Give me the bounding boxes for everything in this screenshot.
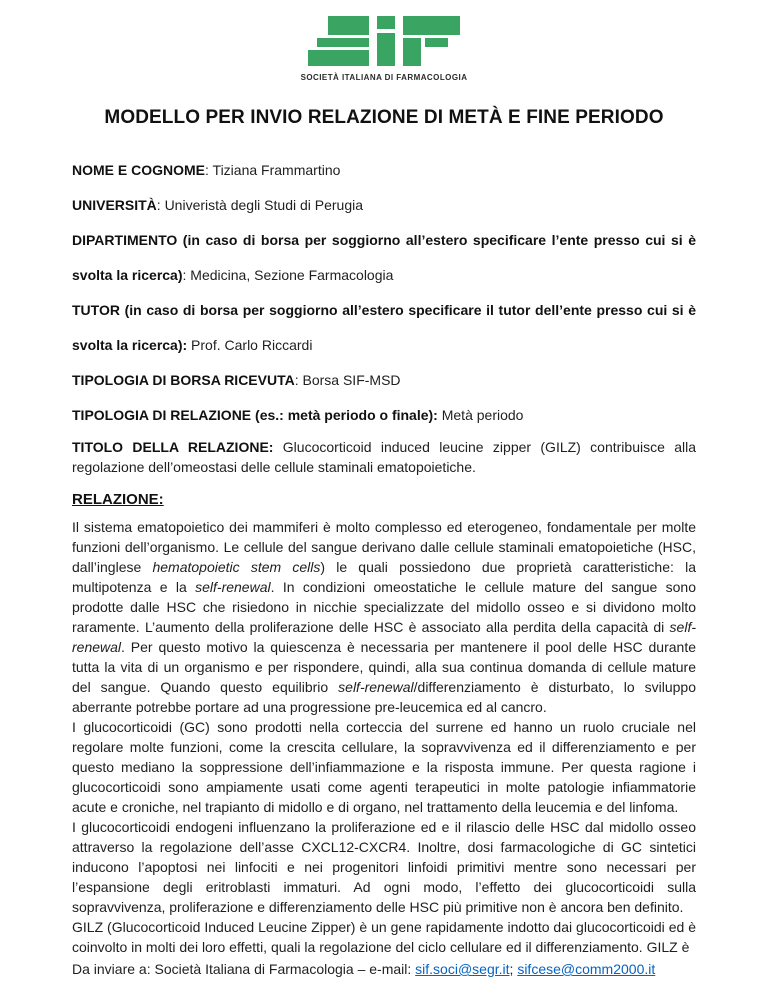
field-titolo-relazione xyxy=(72,437,696,477)
logo-subtitle: SOCIETÀ ITALIANA DI FARMACOLOGIA xyxy=(300,73,468,82)
field-value: Prof. Carlo Riccardi xyxy=(187,337,313,353)
form-fields xyxy=(72,153,696,477)
email-link-1[interactable]: sif.soci@segr.it xyxy=(415,961,510,977)
field-tipologia-borsa xyxy=(72,363,696,398)
sif-logo-icon xyxy=(308,16,460,66)
footer-prefix: Da inviare a: Società Italiana di Farmacologia – e-mail: xyxy=(72,961,416,977)
footer-separator: ; xyxy=(509,961,518,977)
paragraph-text: . In condizioni omeostatiche le cellule mature del sangue sono prodotte dalle HSC che risiedono in nicchie specializzate del midollo osseo e si dividono molto raramente. L’aumento della proliferazione delle HSC è associato alla perdita della capacità di xyxy=(72,579,697,635)
field-dipartimento xyxy=(72,223,696,293)
section-heading-relazione: RELAZIONE: xyxy=(72,491,164,508)
report-body xyxy=(72,517,696,957)
sif-logo xyxy=(72,16,696,82)
field-value: Metà periodo xyxy=(437,407,524,423)
paragraph-text: /differenziamento è disturbato, lo sviluppo aberrante potrebbe portare ad una progressione pre-leucemica ed al cancro. xyxy=(72,679,697,715)
field-label: TIPOLOGIA DI BORSA RICEVUTA xyxy=(72,372,295,388)
field-value: : Medicina, Sezione Farmacologia xyxy=(182,267,394,283)
paragraph-text: ) le quali possiedono due proprietà caratteristiche: la multipotenza e la xyxy=(72,559,696,595)
field-value: : Borsa SIF-MSD xyxy=(294,372,401,388)
field-value: : Univeristà degli Studi di Perugia xyxy=(156,197,364,213)
field-tutor xyxy=(72,293,696,363)
footer-links xyxy=(415,961,655,977)
page-title: MODELLO PER INVIO RELAZIONE DI METÀ E FINE PERIODO xyxy=(104,107,664,128)
report-paragraph xyxy=(72,517,696,717)
paragraph-text: I glucocorticoidi (GC) sono prodotti nella corteccia del surrene ed hanno un ruolo cruciale nel regolare molte funzioni, come la crescita cellulare, la sopravvivenza ed il differenziamento e per questo mediano la soppressione dell’infiammazione e la risposta immune. Per questa ragione i glucocorticoidi sono ampiamente usati come agenti terapeutici in molte patologie infiammatorie acute e croniche, nel trapianto di midollo e di organo, nel trattamento della leucemia e del linfoma. xyxy=(72,719,696,815)
paragraph-text: I glucocorticoidi endogeni influenzano la proliferazione ed e il rilascio delle HSC dal midollo osseo attraverso la regolazione dell’asse CXCL12-CXCR4. Inoltre, dosi farmacologiche di GC sintetici inducono l’apoptosi nei linfociti e nei progenitori linfoidi primitivi mentre sono necessari per l’espansione degli eritroblasti immaturi. Ad ogni modo, l’effetto dei glucocorticoidi sulla sopravvivenza, proliferazione e differenziamento delle HSC più primitive non è ancora ben definito. xyxy=(72,819,696,915)
italic-term: hematopoietic stem cells xyxy=(152,559,321,575)
report-paragraph xyxy=(72,817,696,917)
field-value: : Tiziana Frammartino xyxy=(205,162,341,178)
field-label: TIPOLOGIA DI RELAZIONE (es.: metà periodo o finale): xyxy=(72,407,438,423)
field-tipologia-relazione xyxy=(72,398,696,433)
paragraph-text: . Per questo motivo la quiescenza è necessaria per mantenere il pool delle HSC durante tutta la vita di un organismo e per rispondere, quindi, alla sua continua domanda di cellule mature del sangue. Quando questo equilibrio xyxy=(72,639,696,695)
field-label: UNIVERSITÀ xyxy=(72,197,157,213)
paragraph-text: GILZ (Glucocorticoid Induced Leucine Zipper) è un gene rapidamente indotto dai glucocorticoidi ed è coinvolto in molti dei loro effetti, quali la regolazione del ciclo cellulare ed il differenziamento. GILZ è xyxy=(72,919,696,955)
report-paragraph xyxy=(72,717,696,817)
paragraph-text: Il sistema ematopoietico dei mammiferi è molto complesso ed eterogeneo, fondamentale per molte funzioni dell’organismo. Le cellule del sangue derivano dalle cellule staminali ematopoietiche (HSC, dall’inglese xyxy=(72,519,696,575)
field-label: NOME E COGNOME xyxy=(72,162,206,178)
field-universita xyxy=(72,188,696,223)
italic-term: self-renewal xyxy=(195,579,271,595)
field-label: TITOLO DELLA RELAZIONE: xyxy=(72,439,274,455)
field-label: TUTOR (in caso di borsa per soggiorno all’estero specificare il tutor dell’ente presso cui si è svolta la ricerca): xyxy=(72,302,696,353)
email-link-2[interactable]: sifcese@comm2000.it xyxy=(517,961,656,977)
italic-term: self-renewal xyxy=(338,679,414,695)
field-nome-e-cognome xyxy=(72,153,696,188)
italic-term: self-renewal xyxy=(72,619,696,655)
footer xyxy=(72,961,696,977)
report-paragraph xyxy=(72,917,696,957)
field-value: Glucocorticoid induced leucine zipper (GILZ) contribuisce alla regolazione dell’omeostasi delle cellule staminali ematopoietiche. xyxy=(72,439,697,475)
field-label: DIPARTIMENTO (in caso di borsa per soggiorno all’estero specificare l’ente presso cui si è svolta la ricerca) xyxy=(72,232,696,283)
